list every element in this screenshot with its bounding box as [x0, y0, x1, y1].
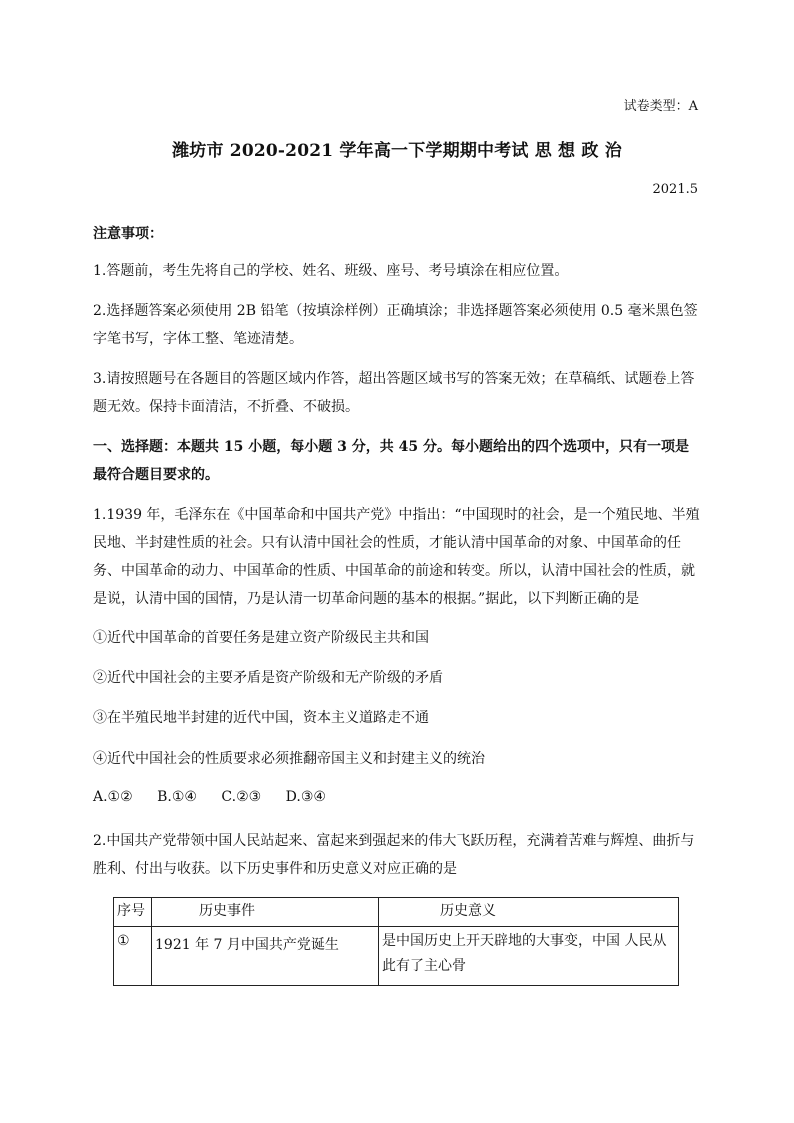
table-row — [114, 927, 679, 986]
note-item-3: 3.请按照题号在各题目的答题区域内作答，超出答题区域书写的答案无效；在草稿纸、试题卷上答题无效。保持卡面清洁，不折叠、不破损。 — [93, 371, 695, 415]
table-header-cell: 历史意义 — [379, 898, 679, 927]
exam-title: 潍坊市 2020-2021 学年高一下学期期中考试 思 想 政 治 — [172, 141, 622, 161]
exam-date: 2021.5 — [652, 182, 698, 197]
q1-statement-1: ①近代中国革命的首要任务是建立资产阶级民主共和国 — [93, 630, 429, 646]
note-item-1: 1.答题前，考生先将自己的学校、姓名、班级、座号、考号填涂在相应位置。 — [93, 263, 569, 279]
q1-option-b[interactable]: B.①④ — [157, 789, 197, 805]
table-cell: 是中国历史上开天辟地的大事变，中国 人民从此有了主心骨 — [379, 927, 679, 986]
table-cell: 1921 年 7 月中国共产党诞生 — [152, 927, 379, 986]
notes-heading: 注意事项： — [93, 226, 163, 242]
section-heading: 一、选择题：本题共 15 小题，每小题 3 分，共 45 分。每小题给出的四个选项中，只有一项是最符合题目要求的。 — [93, 439, 689, 483]
q1-statement-2: ②近代中国社会的主要矛盾是资产阶级和无产阶级的矛盾 — [93, 670, 443, 686]
q1-options — [93, 789, 346, 805]
question-2-stem: 2.中国共产党带领中国人民站起来、富起来到强起来的伟大飞跃历程，充满着苦难与辉煌、曲折与胜利、付出与收获。以下历史事件和历史意义对应正确的是 — [93, 833, 695, 877]
paper-type-label: 试卷类型：A — [623, 99, 698, 114]
question-1-stem: 1.1939 年，毛泽东在《中国革命和中国共产党》中指出：“中国现时的社会，是一个殖民地、半殖民地、半封建性质的社会。只有认清中国社会的性质，才能认清中国革命的对象、中国革命的任务、中国革命的动力、中国革命的性质、中国革命的前途和转变。所以，认清中国社会的性质，就是说，认清中国的国情，乃是认清一切革命问题的基本的根据。”据此，以下判断正确的是 — [93, 507, 700, 607]
table-header-cell: 序号 — [114, 898, 152, 927]
table-header-cell: 历史事件 — [152, 898, 379, 927]
q1-option-a[interactable]: A.①② — [93, 789, 133, 805]
q1-option-d[interactable]: D.③④ — [285, 789, 326, 805]
table-header-row — [114, 898, 679, 927]
table-cell: ① — [114, 927, 152, 986]
history-table — [113, 897, 679, 986]
q1-statement-4: ④近代中国社会的性质要求必须推翻帝国主义和封建主义的统治 — [93, 751, 485, 767]
note-item-2: 2.选择题答案必须使用 2B 铅笔（按填涂样例）正确填涂；非选择题答案必须使用 0.5 毫米黑色签字笔书写，字体工整、笔迹清楚。 — [93, 303, 698, 347]
q1-option-c[interactable]: C.②③ — [221, 789, 262, 805]
q1-statement-3: ③在半殖民地半封建的近代中国，资本主义道路走不通 — [93, 710, 429, 726]
